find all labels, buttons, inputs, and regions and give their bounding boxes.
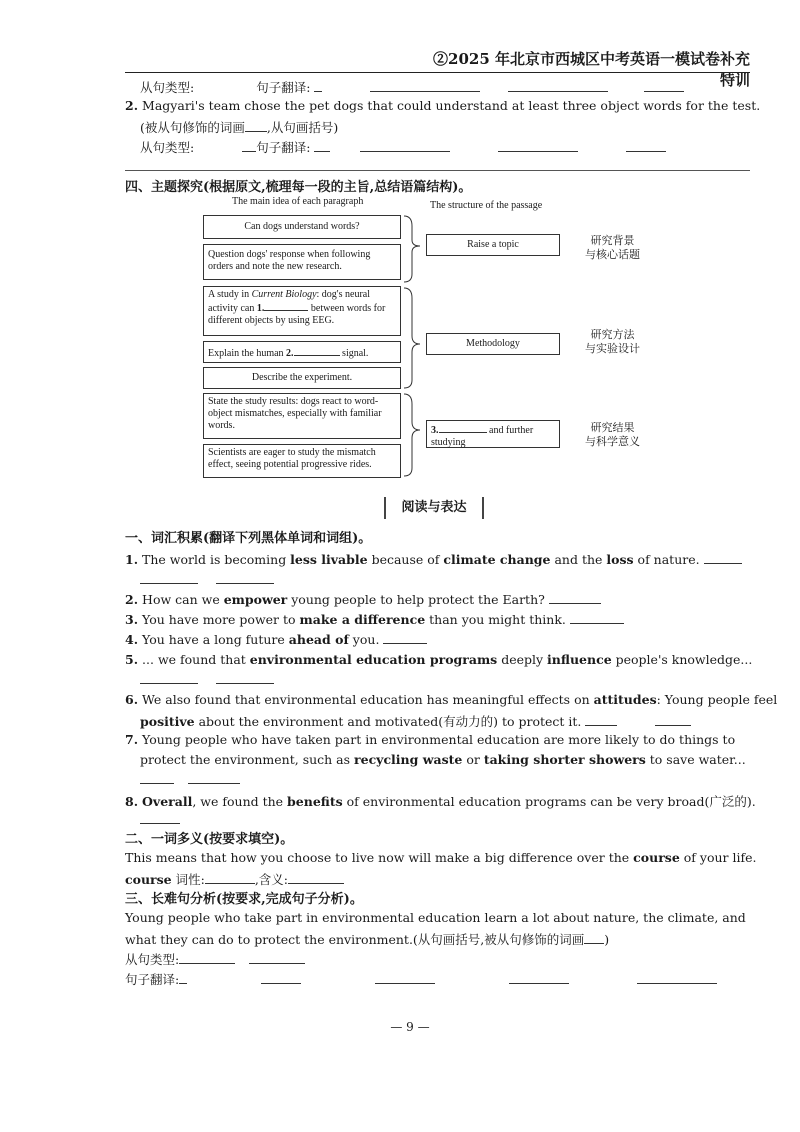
main-idea-box-4: Explain the human 2. signal. [203, 341, 401, 363]
answer-blank[interactable] [549, 592, 601, 604]
vocab-q5: 5. ... we found that environmental education programs deeply influence people's knowledge... [125, 652, 753, 667]
answer-blank[interactable] [245, 120, 267, 132]
vocab-q8: 8. Overall, we found the benefits of environmental education programs can be very broad(广泛的). [125, 794, 756, 809]
main-idea-box-1: Can dogs understand words? [203, 215, 401, 239]
side-label-results: 研究结果 与科学意义 [585, 421, 640, 448]
clause-type-label: 从句类型: [140, 80, 195, 95]
vocab-q3: 3. You have more power to make a difference than you might think. [125, 612, 624, 627]
answer-blank[interactable] [140, 772, 174, 784]
vocab-q5-blanks [140, 672, 274, 687]
answer-blank[interactable] [216, 672, 274, 684]
long-sentence-line-2: what they can do to protect the environment.(从句画括号,被从句修饰的词画 ) [125, 932, 610, 947]
answer-blank[interactable] [314, 80, 322, 92]
vocab-q7-line2: protect the environment, such as recycling waste or taking shorter showers to save water... [140, 752, 746, 767]
answer-blank[interactable] [360, 140, 450, 152]
answer-blank[interactable] [140, 812, 180, 824]
structure-box-3: 3. and further studying [426, 420, 560, 448]
translation-label: 句子翻译: [256, 140, 311, 155]
answer-blank[interactable] [261, 972, 301, 984]
answer-blank[interactable] [370, 80, 480, 92]
answer-blank[interactable] [140, 672, 198, 684]
side-label-background: 研究背景 与核心话题 [585, 234, 640, 261]
vocab-q7-blanks [140, 772, 240, 787]
reading-expression-banner: 阅读与表达 [384, 497, 484, 519]
column-header-structure: The structure of the passage [430, 200, 543, 211]
answer-blank[interactable] [570, 612, 624, 624]
side-label-method: 研究方法 与实验设计 [585, 328, 640, 355]
answer-blank[interactable] [242, 140, 256, 152]
vocab-q4: 4. You have a long future ahead of you. [125, 632, 427, 647]
vocab-q1: 1. The world is becoming less livable because of climate change and the loss of nature. [125, 552, 742, 567]
answer-blank-2[interactable] [294, 346, 340, 356]
page-number: — 9 — [390, 1020, 430, 1034]
main-idea-box-7: Scientists are eager to study the mismatch effect, seeing potential progressive rides. [203, 444, 401, 478]
polysemy-sentence: This means that how you choose to live now will make a big difference over the course of your life. [125, 850, 757, 865]
header-rule [125, 72, 750, 73]
answer-blank[interactable] [509, 972, 569, 984]
question-2-note: (被从句修饰的词画 ,从句画括号) [140, 120, 339, 135]
answer-blank[interactable] [375, 972, 435, 984]
answer-blank[interactable] [655, 714, 691, 726]
answer-blank[interactable] [179, 952, 235, 964]
vocab-q7: 7. Young people who have taken part in environmental education are more likely to do things to [125, 732, 736, 747]
answer-blank[interactable] [249, 952, 305, 964]
long-clause-type: 从句类型: [125, 950, 305, 968]
polysemy-section-title: 二、一词多义(按要求填空)。 [125, 832, 294, 847]
part-of-speech-blank[interactable] [205, 872, 255, 884]
answer-blank[interactable] [585, 714, 617, 726]
main-idea-box-5: Describe the experiment. [203, 367, 401, 389]
vocab-q1-blanks [140, 572, 274, 587]
vocab-q6: 6. We also found that environmental education has meaningful effects on attitudes: Young people feel [125, 692, 778, 707]
main-idea-box-2: Question dogs' response when following orders and note the new research. [203, 244, 401, 280]
section-4-title: 四、主题探究(根据原文,梳理每一段的主旨,总结语篇结构)。 [125, 180, 472, 195]
answer-blank[interactable] [216, 572, 274, 584]
answer-blank[interactable] [188, 772, 240, 784]
main-idea-box-3: A study in Current Biology: dog's neural activity can 1. between words for different objects by using EEG. [203, 286, 401, 336]
structure-box-methodology: Methodology [426, 333, 560, 355]
answer-blank[interactable] [383, 632, 427, 644]
long-sentence-section-title: 三、长难句分析(按要求,完成句子分析)。 [125, 892, 363, 907]
clause-type-line-2 [140, 138, 666, 156]
question-2: 2. Magyari's team chose the pet dogs that could understand at least three object words for the test. [125, 98, 761, 113]
main-idea-box-6: State the study results: dogs react to word-object mismatches, especially with familiar words. [203, 393, 401, 439]
answer-blank-1[interactable] [264, 301, 308, 311]
page-header-title: ②2025 年北京市西城区中考英语一模试卷补充特训 [433, 50, 750, 89]
answer-blank[interactable] [644, 80, 684, 92]
answer-blank[interactable] [314, 140, 330, 152]
vocab-q6-line2: positive about the environment and motivated(有动力的) to protect it. [140, 712, 691, 730]
answer-blank[interactable] [498, 140, 578, 152]
answer-blank-3[interactable] [439, 423, 487, 433]
answer-blank[interactable] [704, 552, 742, 564]
answer-blank[interactable] [584, 932, 604, 944]
answer-blank[interactable] [508, 80, 608, 92]
answer-blank[interactable] [179, 972, 187, 984]
vocab-q2: 2. How can we empower young people to help protect the Earth? [125, 592, 601, 607]
meaning-blank[interactable] [288, 872, 344, 884]
translation-label: 句子翻译: [256, 80, 311, 95]
answer-blank[interactable] [626, 140, 666, 152]
polysemy-fill: course 词性: ,含义: [125, 870, 344, 888]
long-sentence-line-1: Young people who take part in environmental education learn a lot about nature, the climate, and [125, 910, 746, 925]
section-divider [125, 170, 750, 171]
answer-blank[interactable] [637, 972, 717, 984]
answer-blank[interactable] [140, 572, 198, 584]
clause-type-label: 从句类型: [140, 140, 195, 155]
vocab-q8-blanks [140, 812, 180, 827]
vocab-section-title: 一、词汇积累(翻译下列黑体单词和词组)。 [125, 531, 372, 546]
structure-box-raise-topic: Raise a topic [426, 234, 560, 256]
column-header-main-idea: The main idea of each paragraph [232, 196, 364, 207]
clause-type-line-1 [140, 78, 684, 96]
long-translation: 句子翻译: [125, 970, 717, 988]
